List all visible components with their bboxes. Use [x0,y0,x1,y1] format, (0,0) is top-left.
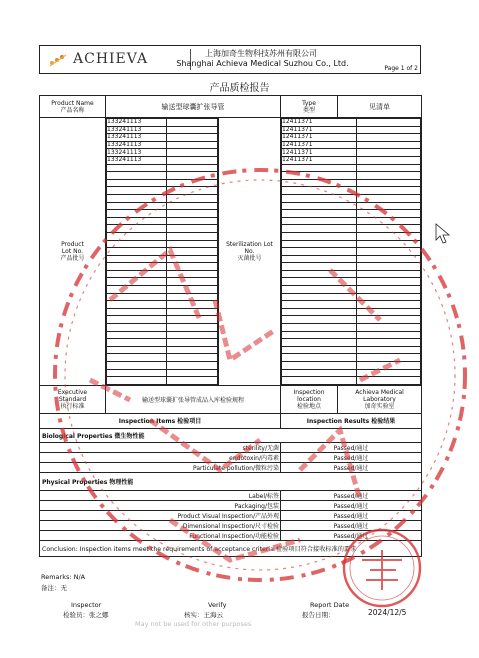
watermark-text: May not be used for other purposes [135,620,252,628]
phys-result-visual: Passed/通过 [281,510,422,520]
standard-value: 输送型球囊扩张导管成品入库检验规程 [106,385,281,413]
sterilization-cell: 12411371 [282,134,357,142]
bio-item-particulate: Particulate pollution/微粒污染 [40,462,281,472]
sterilization-cell: 12411371 [282,141,357,149]
page-number: Page 1 of 2 [384,65,418,72]
sterilization-lot-label: Sterilization Lot No. 灭菌批号 [219,118,281,386]
location-label: Inspection location 检验地点 [281,385,338,413]
location-value: Achieva Medical Laboratory 加奇实验室 [338,385,422,413]
bio-result-sterility: Passed/通过 [281,442,422,452]
logo-text: ACHIEVA [73,51,149,67]
company-name-en: Shanghai Achieva Medical Suzhou Co., Ltd. [176,59,349,68]
phys-result-functional: Passed/通过 [281,530,422,540]
lot-cell: 133241113 [107,149,167,157]
inspection-results-header: Inspection Results 检验结果 [281,413,422,428]
biological-section-title: Biological Properties 微生物性能 [40,428,422,442]
bio-item-endotoxin: endotoxin/内毒素 [40,452,281,462]
verify-name: 核实：王海云 [184,611,223,619]
report-date-cn-label: 报告日期： [302,611,335,619]
lot-cell: 133241113 [107,134,167,142]
phys-item-visual: Product Visual Inspection/产品外观 [40,510,281,520]
large-stamp-ring-icon [55,170,465,580]
conclusion-text: Conclusion: Inspection items meet the requirements of acceptance criteria.检验项目符合接收标准的要求 [40,540,422,556]
sterilization-cell: 12411371 [282,119,357,127]
standard-label: Executive Standard 执行标准 [40,385,106,413]
sterilization-cell: 12411371 [282,126,357,134]
type-value: 见清单 [338,96,422,118]
type-label: Type 类型 [281,96,338,118]
sterilization-cell: 12411371 [282,149,357,157]
company-name-cn: 上海加奇生物科技苏州有限公司 [205,49,317,58]
lot-cell: 133241113 [107,126,167,134]
verify-label: Verify [208,601,227,609]
lot-label: Product Lot No. 产品批号 [40,118,106,386]
inspector-name: 检验员：张之娜 [63,611,109,619]
lot-cell: 133241113 [107,119,167,127]
phys-result-packaging: Passed/通过 [281,500,422,510]
remarks-en: Remarks: N/A [41,573,86,581]
product-name-label: Product Name 产品名称 [40,96,106,118]
phys-result-dimensional: Passed/通过 [281,520,422,530]
phys-item-functional: Functional Inspection/功能检验 [40,530,281,540]
phys-item-dimensional: Dimensional Inspection/尺寸检验 [40,520,281,530]
inspection-items-header: Inspection Items 检验项目 [40,413,281,428]
report-title: 产品质检报告 [209,83,270,94]
phys-result-label: Passed/通过 [281,490,422,500]
inspector-label: Inspector [71,601,102,609]
stamp-characters-icon [90,250,400,560]
bio-result-endotoxin: Passed/通过 [281,452,422,462]
sterilization-cell: 12411371 [282,156,357,164]
bio-item-sterility: sterility/无菌 [40,442,281,452]
mouse-cursor-icon [436,224,449,243]
report-date-label: Report Date [310,601,350,609]
lot-cell: 133241113 [107,156,167,164]
physical-section-title: Physical Properties 物理性能 [40,472,422,490]
report-date-value: 2024/12/5 [368,608,407,617]
bio-result-particulate: Passed/通过 [281,462,422,472]
phys-item-packaging: Packaging/包装 [40,500,281,510]
remarks-cn: 备注：无 [41,584,67,592]
product-name-value: 输送型球囊扩张导管 [106,96,281,118]
lot-cell: 133241113 [107,141,167,149]
phys-item-label: Label/标签 [40,490,281,500]
